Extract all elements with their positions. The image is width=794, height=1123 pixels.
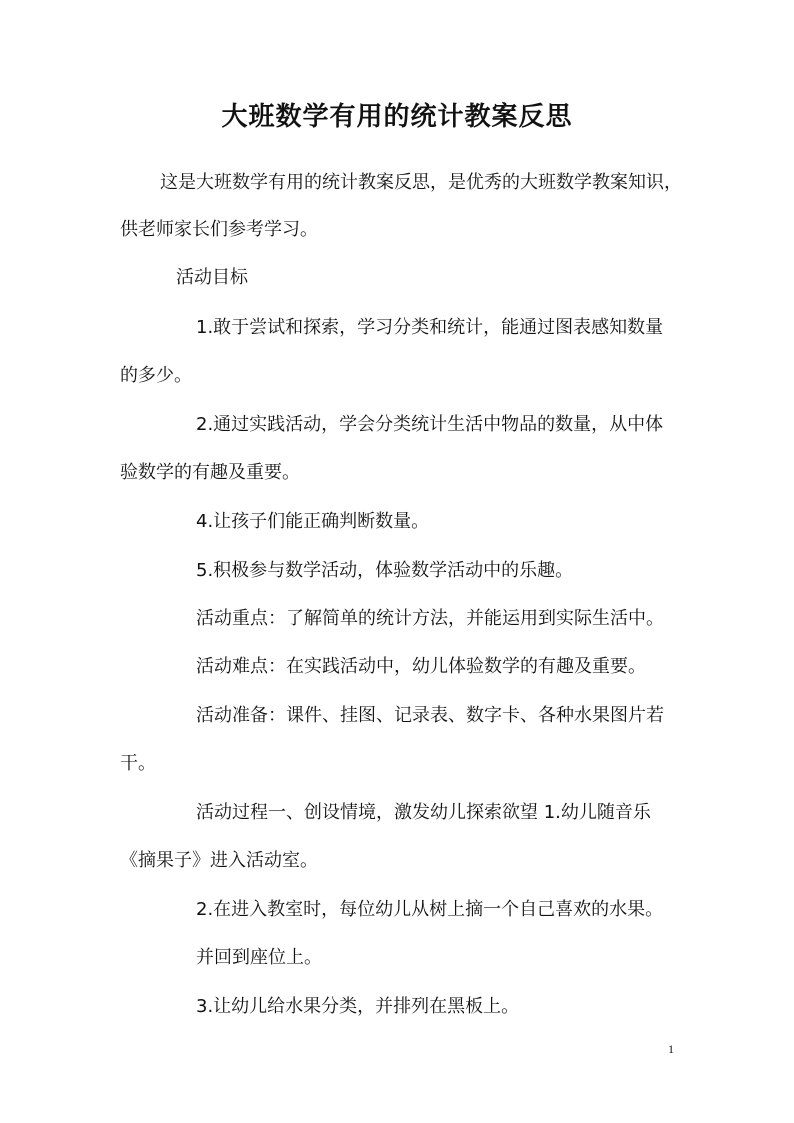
paragraph-line: 供老师家长们参考学习。: [120, 219, 318, 240]
paragraph-line: 活动重点：了解简单的统计方法，并能运用到实际生活中。: [196, 608, 664, 629]
paragraph-line: 4.让孩子们能正确判断数量。: [196, 511, 430, 532]
paragraph-line: 2.通过实践活动，学会分类统计生活中物品的数量，从中体: [196, 414, 664, 435]
paragraph-line: 并回到座位上。: [196, 947, 322, 968]
document-title: 大班数学有用的统计教案反思: [221, 102, 573, 132]
paragraph-line: 活动难点：在实践活动中，幼儿体验数学的有趣及重要。: [196, 656, 646, 677]
paragraph-line: 1.敢于尝试和探索，学习分类和统计，能通过图表感知数量: [196, 317, 664, 338]
paragraph-line: 验数学的有趣及重要。: [120, 462, 300, 483]
paragraph-line: 活动过程一、创设情境，激发幼儿探索欲望 1.幼儿随音乐: [196, 802, 651, 823]
paragraph-line: 的多少。: [120, 365, 192, 386]
paragraph-line: 2.在进入教室时，每位幼儿从树上摘一个自己喜欢的水果。: [196, 899, 664, 920]
section-heading: 活动目标: [176, 267, 248, 288]
paragraph-line: 这是大班数学有用的统计教案反思，是优秀的大班数学教案知识，: [160, 172, 682, 193]
page-number: 1: [668, 1042, 674, 1056]
paragraph-line: 5.积极参与数学活动，体验数学活动中的乐趣。: [196, 560, 574, 581]
paragraph-line: 干。: [120, 753, 156, 774]
paragraph-line: 活动准备：课件、挂图、记录表、数字卡、各种水果图片若: [196, 705, 664, 726]
paragraph-line: 《摘果子》进入活动室。: [120, 850, 318, 871]
paragraph-line: 3.让幼儿给水果分类，并排列在黑板上。: [196, 996, 520, 1017]
